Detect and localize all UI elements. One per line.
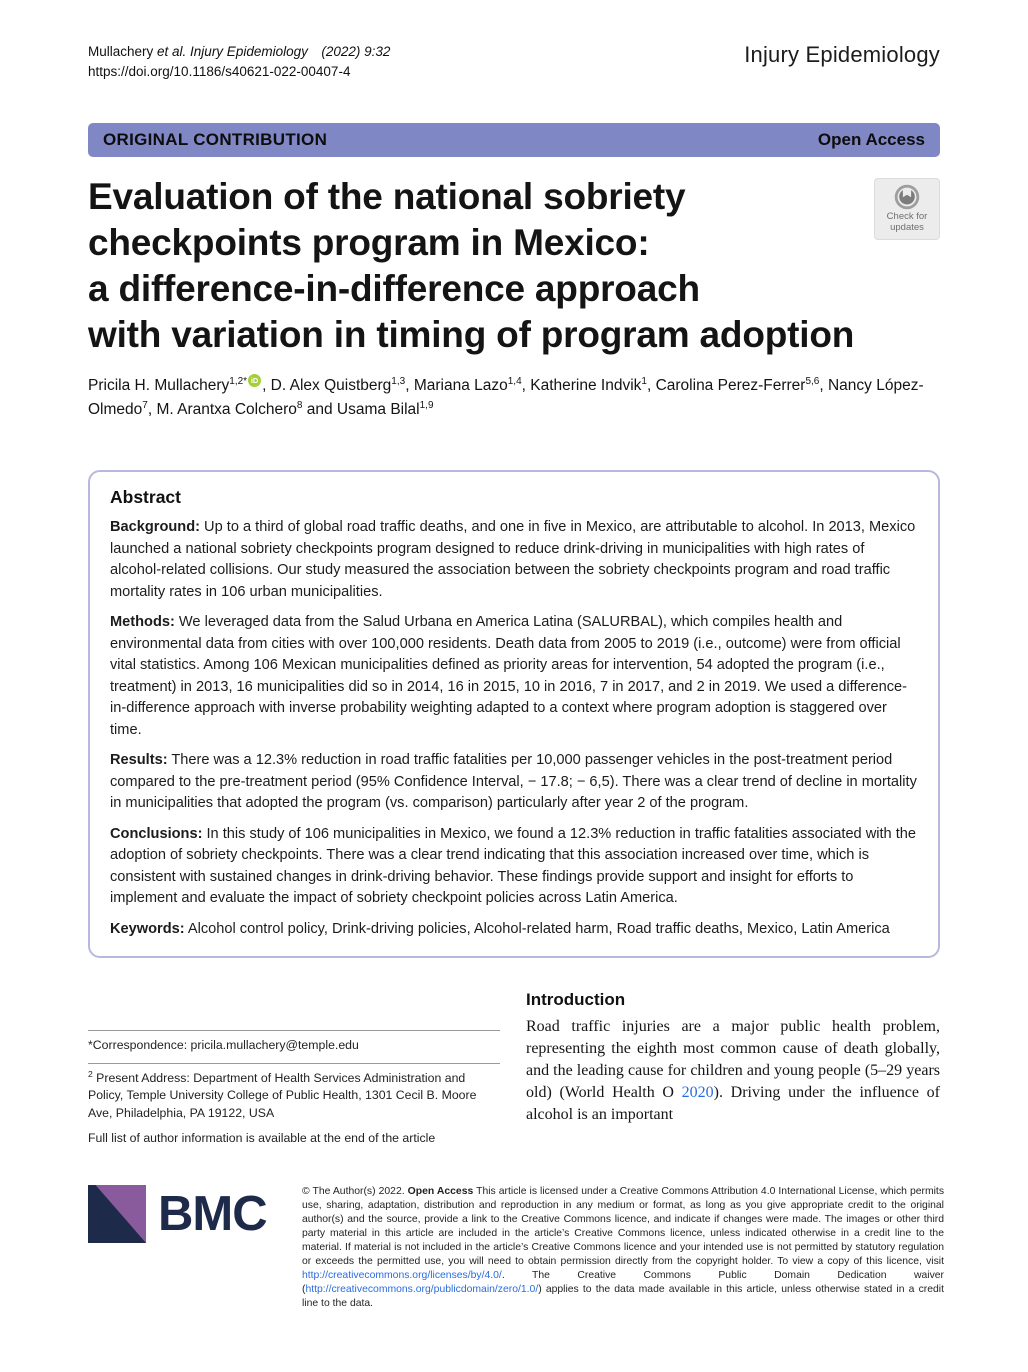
title-line: checkpoints program in Mexico: [88, 221, 650, 263]
inline-link[interactable]: http://creativecommons.org/licenses/by/4.0/ [302, 1269, 502, 1281]
page-footer [88, 1185, 944, 1310]
footnote-block [88, 1030, 500, 1147]
bmc-logo [88, 1185, 280, 1310]
open-access-label: Open Access [817, 129, 925, 149]
title-line: with variation in timing of program adoption [88, 314, 855, 356]
abstract-box [88, 470, 940, 958]
orcid-icon[interactable]: iD [248, 374, 261, 387]
inline-link[interactable]: 2020 [681, 1084, 714, 1102]
footnote-rule-top [88, 1030, 500, 1031]
left-column [88, 990, 500, 1155]
title-row [88, 174, 940, 359]
right-column [526, 990, 940, 1155]
abstract-paragraph: Results: There was a 12.3% reduction in road traffic fatalities per 10,000 passenger vehicles in the post-treatment period compared to the pre-treatment period (95% Confidence Interval, − 17.8; − 6,5). There was a clear trend of decline in mortality in municipalities that adopted the program (vs. comparison) particularly after year 2 of the program. [110, 752, 917, 812]
introduction-paragraph: Road traffic injuries are a major public health problem, representing the eighth most common cause of death globally, and the leading cause for children and young people (5–29 years old) (World Health O 2020). Driving under the influence of alcohol is an important [526, 1018, 940, 1123]
article-type-label: ORIGINAL CONTRIBUTION [103, 129, 328, 149]
footnote-rule-mid [88, 1063, 500, 1064]
citation-block [88, 42, 390, 83]
present-address-note: $^2$ Present Address: Department of Health Services Administration and Policy, Temple University College of Public Health, 1301 Cecil B. Moore Ave, Philadelphia, PA 19122, USA [88, 1068, 477, 1120]
copyright-notice: © The Author(s) 2022. Open Access This article is licensed under a Creative Commons Attribution 4.0 International License, which permits use, sharing, adaptation, distribution and reproduction in any medium or format, as long as you give appropriate credit to the original author(s) and the source, provide a link to the Creative Commons licence, and indicate if changes were made. The images or other third party material in this article are included in the article’s Creative Commons licence, unless indicated otherwise in a credit line to the material. If material is not included in the article’s Creative Commons licence and your intended use is not permitted by statutory regulation or exceeds the permitted use, you will need to obtain permission directly from the copyright holder. To view a copy of this licence, visit http://creativecommons.org/licenses/by/4.0/. The Creative Commons Public Domain Dedication waiver (http://creativecommons.org/publicdomain/zero/1.0/) applies to the data made available in this article, unless otherwise stated in a credit line to the data. [302, 1186, 945, 1309]
check-for-updates-badge[interactable] [874, 178, 940, 240]
body-columns [88, 990, 940, 1155]
crossmark-icon [894, 184, 920, 210]
abstract-paragraph: Conclusions: In this study of 106 municipalities in Mexico, we found a 12.3% reduction in traffic fatalities associated with the adoption of sobriety checkpoints. There was a clear trend indicating that this association increased over time, which is consistent with sustained changes in drink-driving behavior. These findings provide support and insight for efforts to implement and evaluate the impact of sobriety checkpoint policies across Latin America. [110, 825, 917, 907]
article-type-banner [88, 123, 940, 157]
abstract-paragraph: Keywords: Alcohol control policy, Drink-driving policies, Alcohol-related harm, Road traffic deaths, Mexico, Latin America [110, 920, 890, 937]
abstract-paragraph: Background: Up to a third of global road traffic deaths, and one in five in Mexico, are attributable to alcohol. In 2013, Mexico launched a national sobriety checkpoints program designed to reduce drink-driving in municipalities with high rates of alcohol-related collisions. Our study measured the association between the sobriety checkpoints program and road traffic mortality rates in 106 urban municipalities. [110, 519, 916, 600]
citation-line: Mullachery et al. Injury Epidemiology (2022) 9:32 [88, 44, 391, 59]
article-title [88, 174, 940, 359]
inline-link[interactable]: http://creativecommons.org/publicdomain/zero/1.0/ [305, 1283, 539, 1295]
correspondence-note[interactable]: *Correspondence: pricila.mullachery@temple.edu [88, 1038, 359, 1053]
bmc-logo-icon [88, 1185, 146, 1243]
check-for-updates-label: Check for updates [886, 210, 928, 233]
author-list: Pricila H. Mullachery$^{1,2*}$ iD , D. Alex Quistberg$^{1,3}$, Mariana Lazo$^{1,4}$, Katherine Indvik$^1$, Carolina Perez-Ferrer$^{5,6}$, Nancy López-Olmedo$^7$, M. Arantxa Colchero$^8$ and Usama Bilal$^{1,9}$ [88, 375, 924, 419]
abstract-sections [110, 517, 918, 940]
bmc-logo-text: BMC [158, 1187, 267, 1241]
abstract-heading: Abstract [110, 487, 181, 508]
title-line: a difference-in-difference approach [88, 268, 700, 309]
title-line: Evaluation of the national sobriety [88, 175, 686, 217]
journal-name: Injury Epidemiology [744, 42, 940, 67]
author-info-note: Full list of author information is available at the end of the article [88, 1131, 436, 1146]
abstract-paragraph: Methods: We leveraged data from the Salud Urbana en America Latina (SALURBAL), which compiles health and environmental data from cities with over 100,000 residents. Death data from 2005 to 2019 (i.e., outcome) were from official vital statistics. Among 106 Mexican municipalities defined as priority areas for intervention, 54 adopted the program (i.e., treatment) in 2013, 16 municipalities did so in 2014, 16 in 2015, 10 in 2016, 7 in 2017, and 2 in 2019. We used a difference-in-difference approach with inverse probability weighting adapted to a context where program adoption is staggered over time. [110, 614, 907, 738]
page-header [88, 42, 940, 83]
doi-link[interactable]: https://doi.org/10.1186/s40621-022-00407-4 [88, 64, 351, 80]
introduction-heading: Introduction [526, 990, 626, 1010]
